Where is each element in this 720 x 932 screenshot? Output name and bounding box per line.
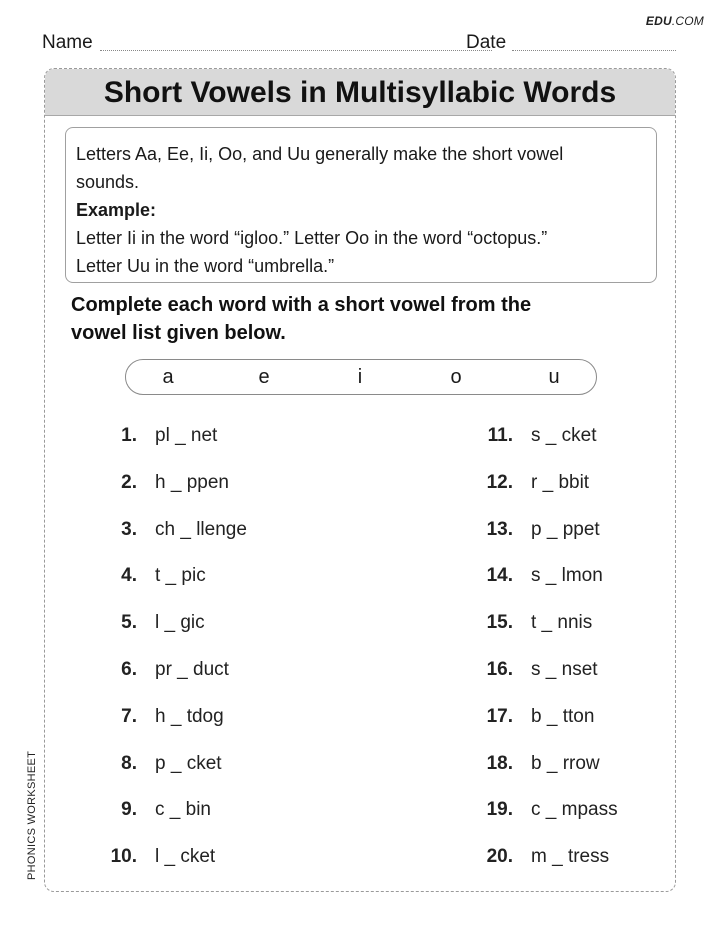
exercise-item-11 [487, 425, 597, 449]
exercise-item-5 [121, 612, 205, 636]
exercise-item-19 [486, 799, 618, 823]
worksheet-title: Short Vowels in Multisyllabic Words [45, 69, 675, 116]
exercise-item-10 [110, 846, 216, 870]
vowel-o: o [450, 366, 462, 388]
brand-logo-bold: EDU [645, 14, 672, 28]
exercise-word[interactable]: pl _ net [155, 425, 218, 446]
exercise-number: 2. [121, 472, 137, 493]
exercise-item-6 [121, 659, 229, 683]
exercise-word[interactable]: t _ nnis [531, 612, 593, 633]
exercise-number: 1. [121, 425, 137, 446]
name-date-row [42, 32, 676, 54]
exercise-item-2 [121, 472, 229, 496]
exercise-number: 19. [486, 799, 513, 820]
exercise-word[interactable]: l _ cket [155, 846, 216, 867]
exercise-word[interactable]: b _ rrow [531, 753, 600, 774]
exercise-word[interactable]: p _ ppet [531, 519, 600, 540]
worksheet-frame [44, 68, 676, 892]
exercise-word[interactable]: b _ tton [531, 706, 595, 727]
vowel-i: i [357, 366, 363, 388]
exercise-item-12 [486, 472, 590, 496]
exercise-word[interactable]: m _ tress [531, 846, 610, 867]
exercise-number: 4. [121, 565, 137, 586]
exercise-number: 5. [121, 612, 137, 633]
name-line [100, 50, 492, 51]
exercise-item-13 [486, 519, 600, 543]
vowel-list [125, 359, 597, 395]
exercise-word[interactable]: pr _ duct [155, 659, 229, 680]
exercise-number: 20. [486, 846, 513, 867]
exercise-item-14 [486, 565, 603, 589]
exercise-number: 3. [121, 519, 137, 540]
info-line-1: Letters Aa, Ee, Ii, Oo, and Uu generally make the short vowel [76, 144, 564, 164]
exercise-item-7 [121, 706, 224, 730]
exercise-number: 14. [486, 565, 513, 586]
exercise-word[interactable]: ch _ llenge [155, 519, 247, 540]
date-line [512, 50, 676, 51]
instructions [71, 291, 611, 347]
exercise-item-9 [121, 799, 211, 823]
name-label: Name [42, 32, 93, 53]
exercise-word[interactable]: r _ bbit [531, 472, 590, 493]
exercise-number: 16. [486, 659, 513, 680]
exercise-word[interactable]: h _ ppen [155, 472, 229, 493]
exercise-item-4 [121, 565, 206, 589]
exercise-item-15 [486, 612, 593, 636]
exercise-word[interactable]: c _ bin [155, 799, 211, 820]
exercise-item-1 [121, 425, 218, 449]
exercise-number: 17. [486, 706, 513, 727]
exercise-item-18 [486, 753, 600, 777]
exercise-word[interactable]: s _ lmon [531, 565, 603, 586]
exercise-number: 11. [487, 425, 513, 446]
exercise-word[interactable]: s _ cket [531, 425, 597, 446]
vowel-a: a [162, 366, 174, 388]
exercise-number: 13. [486, 519, 513, 540]
exercise-number: 18. [486, 753, 513, 774]
info-line-3: Letter Ii in the word “igloo.” Letter Oo in the word “octopus.” [76, 228, 548, 248]
exercise-word[interactable]: c _ mpass [531, 799, 618, 820]
exercise-number: 15. [486, 612, 513, 633]
exercise-word[interactable]: t _ pic [155, 565, 206, 586]
exercise-number: 10. [110, 846, 137, 867]
exercise-word[interactable]: p _ cket [155, 753, 222, 774]
example-label: Example: [76, 200, 157, 220]
exercise-number: 9. [121, 799, 137, 820]
exercise-item-3 [121, 519, 247, 543]
brand-logo-suffix: .COM [671, 14, 704, 28]
exercise-item-8 [121, 753, 222, 777]
exercise-number: 12. [486, 472, 513, 493]
exercise-item-16 [486, 659, 598, 683]
vowel-u: u [548, 366, 560, 388]
exercise-number: 7. [121, 706, 137, 727]
exercise-word[interactable]: l _ gic [155, 612, 205, 633]
instructions-line-1: Complete each word with a short vowel from the [71, 294, 532, 316]
info-line-2: sounds. [76, 172, 140, 192]
exercise-number: 8. [121, 753, 137, 774]
exercise-item-17 [486, 706, 595, 730]
instructions-line-2: vowel list given below. [71, 322, 286, 344]
rule-info-box [65, 127, 657, 283]
vowel-e: e [258, 366, 270, 388]
side-label: PHONICS WORKSHEET [26, 750, 38, 880]
date-label: Date [466, 32, 507, 53]
exercise-item-20 [486, 846, 610, 870]
brand-logo [646, 14, 704, 28]
exercise-word[interactable]: s _ nset [531, 659, 598, 680]
exercise-word[interactable]: h _ tdog [155, 706, 224, 727]
info-line-4: Letter Uu in the word “umbrella.” [76, 256, 335, 276]
exercise-number: 6. [121, 659, 137, 680]
